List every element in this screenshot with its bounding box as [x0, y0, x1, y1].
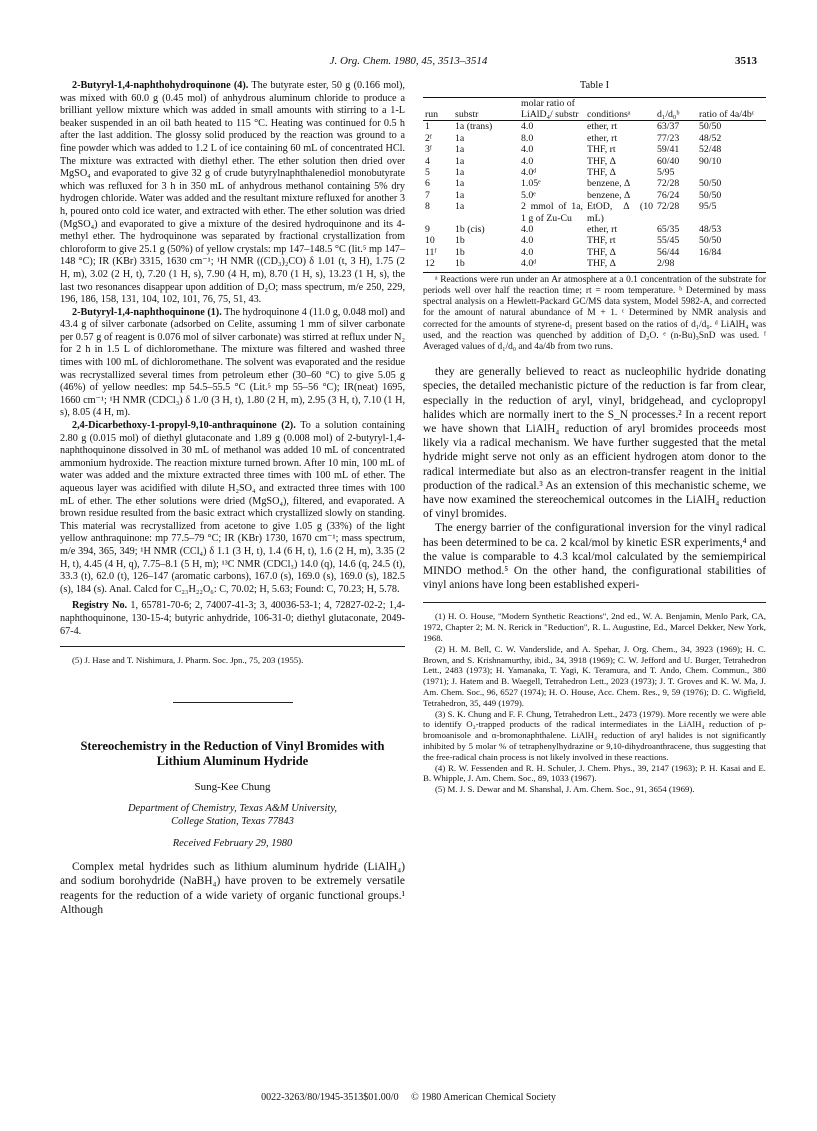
table-cell: 55/45	[657, 235, 680, 247]
prep-anthraquinone	[60, 420, 405, 596]
col-header-ratio-4a-4b: ratio of 4a/4bᶜ	[699, 109, 755, 120]
running-head	[0, 55, 817, 73]
table-cell: 2 mmol of 1a, 1 g of Zu-Cu	[521, 201, 583, 224]
prep-butyryl-quinone	[60, 307, 405, 420]
table-cell: 1a	[455, 144, 465, 156]
table-title: Table I	[579, 80, 610, 91]
table-cell: 59/41	[657, 144, 680, 156]
affiliation	[60, 802, 405, 828]
table-cell: 5	[425, 167, 430, 179]
table-row	[423, 133, 766, 144]
page-footer	[0, 1092, 817, 1103]
table-cell: 1b (cis)	[455, 224, 485, 236]
table-row	[423, 190, 766, 201]
table-row	[423, 121, 766, 133]
table-cell: 12	[425, 258, 435, 270]
table-cell: 48/52	[699, 132, 722, 144]
table-cell: 65/35	[657, 224, 680, 236]
table-cell: THF, Δ	[587, 167, 616, 179]
table-cell: 90/10	[699, 155, 722, 167]
table-row	[423, 201, 766, 224]
table-cell: 11ᶠ	[425, 246, 437, 258]
received-date: Received February 29, 1980	[172, 837, 293, 849]
table-cell: 56/44	[657, 246, 680, 258]
article-title: Stereochemistry in the Reduction of Vinyl Bromides with Lithium Aluminum Hydride	[80, 738, 385, 768]
article-code: 0022-3263/80/1945-3513$01.00/0	[261, 1092, 399, 1103]
table-cell: 8.0	[521, 132, 534, 144]
table-cell: 3ᶠ	[425, 144, 432, 156]
table-cell: 4.0	[521, 144, 534, 156]
table-cell: 63/37	[657, 121, 680, 133]
footnote: (2) H. M. Bell, C. W. Vanderslide, and A. Spehar, J. Org. Chem., 34, 3923 (1969); H. C. Brown, and S. Krishnamurthy, ibid., 34, 3918 (1969); C. W. Jefford and U. Burger, Tetrahedron Lett., 2483 (1973); H. Yamanaka, T. Yagi, K. Teramura, and T. Ando, Chem. Commun., 380 (1971); J. Hatem and B. Waegell, Tetrahedron Lett., 2023 (1973); J. T. Groves and K. W. Ma, J. Am. Chem. Soc., 96, 6527 (1974); H. O. House, Acc. Chem. Res., 9, 59 (1976); D. C. Wigfield, Tetrahedron, 35, 449 (1979).	[423, 643, 766, 708]
author: Sung-Kee Chung	[194, 780, 271, 793]
prep-title: 2,4-Dicarbethoxy-1-propyl-9,10-anthraquinone (2).	[72, 420, 296, 432]
table-cell: 1b	[455, 246, 465, 258]
table-cell	[697, 167, 766, 178]
table-cell: 1a	[455, 132, 465, 144]
table-cell: benzene, Δ	[587, 189, 631, 201]
table-cell: THF, Δ	[587, 155, 616, 167]
table-row	[423, 178, 766, 189]
table-cell: EtOD, Δ (10 mL)	[587, 201, 653, 224]
right-column	[423, 80, 766, 795]
table-cell: 48/53	[699, 224, 722, 236]
table-cell: 5/95	[657, 167, 675, 179]
table-cell: 1a	[455, 155, 465, 167]
table-cell: 4.0	[521, 235, 534, 247]
table-cell: 9	[425, 224, 430, 236]
table-cell: 50/50	[699, 189, 722, 201]
table-cell: 5.0ᵉ	[521, 189, 536, 201]
table-cell: benzene, Δ	[587, 178, 631, 190]
table-cell: 4.0	[521, 121, 534, 133]
table-cell: 1a	[455, 201, 465, 213]
table-cell: THF, Δ	[587, 258, 616, 270]
table-body	[423, 121, 766, 272]
col-header-substr: substr	[455, 109, 479, 120]
prep-butyryl-hydroquinone	[60, 80, 405, 307]
results-table	[423, 97, 766, 272]
table-cell: THF, rt	[587, 235, 616, 247]
intro-paragraph: Complex metal hydrides such as lithium aluminum hydride (LiAlH₄) and sodium borohydride (NaBH₄) have proven to be extremely versatile reagents for the reduction of a wide variety of organic functional groups.¹ Although	[60, 861, 405, 916]
footnote-5-left: (5) J. Hase and T. Nishimura, J. Pharm. Soc. Jpn., 75, 203 (1955).	[72, 655, 304, 666]
col-header-conditions: conditionsᵃ	[587, 109, 631, 120]
table-cell: 52/48	[699, 144, 722, 156]
table-cell: ether, rt	[587, 132, 618, 144]
table-cell: 1b	[455, 258, 465, 270]
table-cell	[697, 258, 766, 271]
affiliation-line-1: Department of Chemistry, Texas A&M University,	[127, 802, 338, 814]
registry-text: 1, 65781-70-6; 2, 74007-41-3; 3, 40036-53-1; 4, 72827-02-2; 1,4-naphthoquinone, 130-15-4; butyric anhydride, 106-31-0; diethyl glutaconate, 2049-67-4.	[60, 600, 406, 637]
article-divider	[173, 702, 293, 703]
table-row	[423, 167, 766, 178]
table-cell: 76/24	[657, 189, 680, 201]
journal-citation: J. Org. Chem. 1980, 45, 3513–3514	[329, 55, 488, 67]
left-column	[60, 80, 405, 917]
table-row	[423, 247, 766, 258]
table-cell: 4.0ᵈ	[521, 167, 537, 179]
table-cell: 1.05ᵉ	[521, 178, 541, 190]
table-cell: 1a	[455, 189, 465, 201]
table-cell: 50/50	[699, 235, 722, 247]
table-cell: 4	[425, 155, 430, 167]
table-cell: 16/84	[699, 246, 722, 258]
table-cell: 50/50	[699, 178, 722, 190]
col-header-d1-d0: d₁/d₀ᵇ	[657, 109, 680, 120]
table-cell: ether, rt	[587, 121, 618, 133]
table-cell: 4.0	[521, 155, 534, 167]
table-row	[423, 224, 766, 235]
footnote-divider	[60, 646, 405, 647]
col-header-run: run	[425, 109, 439, 120]
prep-text: To a solution containing 2.80 g (0.015 mol) of diethyl glutaconate and 1.89 g (0.008 mol) of 2-butyryl-1,4-naphthoquinone dissolved in 30 mL of methanol was added 10 mL of concentrated ammonium hydroxide. The reaction mixture turned brown. After 10 min, 100 mL of water was added and the mixture extracted three times with 100 mL of ether. The aqueous layer was acidified with dilute H₂SO₄ and extracted three times with 100 mL of ether. The ether solutions were dried (MgSO₄), filtered, and evaporated. A brown residue resulted from the basic extract which crystallized slowly on standing. This material was recrystallized from acetone to give 1.05 g (33%) of the light yellow anthraquinone: mp 77.5–79 °C; IR (KBr) 1730, 1670 cm⁻¹; mass spectrum, m/e 394, 365, 349; ¹H NMR (CCl₄) δ 1.1 (3 H, t), 1.4 (6 H, t), 1.6 (2 H, m), 3.35 (2 H, t), 4.45 (4 H, q), 7.75–8.1 (5 H, m); ¹³C NMR (CDCl₃) 14.0 (q), 14.6 (q, 24.5 (t), 33.3 (t), 62.0 (t), 126–147 (aromatic carbons), 167.0 (s), 169.0 (s), 169.0 (s), 182.5 (s), 184 (s). Anal. Calcd for C₂₃H₂₂O₆: C, 70.02; H, 5.63; Found: C, 70.23; H, 5.78.	[60, 420, 405, 595]
table-cell: 72/28	[657, 201, 680, 213]
prep-text: The hydroquinone 4 (11.0 g, 0.048 mol) and 43.4 g of silver carbonate (adsorbed on Celite, assuming 1 mm of silver carbonate per 0.57 g of reagent is 0.076 mol of silver carbonate) was stirred at reflux under N₂ for 2 h in 1.5 L of dichloromethane. The mixture was filtered and washed three times with 100 mL of dichloromethane. The solvent was evaporated and the residue was recrystallized several times from petroleum ether (30–60 °C) to give 5.05 g (46%) of yellow needles: mp 54.5–55.5 °C (Lit.⁵ mp 55–56 °C); IR(neat) 1695, 1660 cm⁻¹; ¹H NMR (CDCl₃) δ 1./0 (3 H, t), 1.80 (2 H, m), 2.95 (3 H, t), 7.10 (1 H, s), 8.05 (4 H, m).	[60, 306, 405, 419]
footnote-list	[423, 611, 766, 795]
table-row	[423, 258, 766, 271]
table-row	[423, 156, 766, 167]
col-header-molar-ratio: molar ratio of LiAlD₄/ substr	[521, 97, 579, 120]
table-cell: THF, Δ	[587, 246, 616, 258]
table-cell: 1a	[455, 167, 465, 179]
table-cell: 60/40	[657, 155, 680, 167]
table-bottom-rule	[423, 272, 766, 273]
copyright: © 1980 American Chemical Society	[411, 1092, 556, 1103]
table-cell: 1a (trans)	[455, 121, 493, 133]
prep-text: The butyrate ester, 50 g (0.166 mol), was mixed with 60.0 g (0.45 mol) of anhydrous aluminum chloride to produce a brilliant yellow mixture which was added in small amounts with stirring to a 1-L beaker suspended in an oil bath heated to 115 °C. Heating was continued for 0.5 h after the last addition. The glossy solid produced by the reaction was ground to a fine powder which was added to 1.2 L of ice containing 60 mL of concentrated HCl. The mixture was extracted with diethyl ether. The ether solution then dried over MgSO₄ and evaporated to give 32 g of crude butyrylnaphthalenediol monobutyrate which was refluxed for 3 h in 350 mL of anhydrous methanol containing 5% dry hydrogen chloride. Water was added and the resultant mixture refluxed for another 3 h, poured onto cold ice water, and extracted with ether. The ether solution was dried (MgSO₄) and evaporated to give a mixture of the desired hydroquinone and its 4-methyl ether. The hydroquinone was separated by fractional crystallization from chloroform to give 25.1 g (50%) of yellow crystals: mp 147–148.5 °C (lit.⁵ mp 147–148 °C); IR (KBr) 3315, 1630 cm⁻¹; ¹H NMR ((CD₃)₂CO) δ 1.01 (t, 3 H), 1.75 (2 H, m), 3.02 (2 H, t), 7.20 (1 H, s), 7.90 (4 H, m), 8.70 (1 H, s), 13.23 (1 H, s), the last two resonances disappear upon addition of D₂O; mass spectrum, m/e 250, 229, 196, 186, 158, 131, 104, 102, 101, 76, 75, 51, 43.	[60, 80, 405, 306]
table-cell: 1a	[455, 178, 465, 190]
table-cell: 72/28	[657, 178, 680, 190]
right-paragraph-2: The energy barrier of the configurational inversion for the vinyl radical has been determined to be ca. 2 kcal/mol by kinetic ESR experiments,⁴ and the value is comparable to 4.3 kcal/mol calculated by the semiempirical MINDO method.⁵ On the other hand, the configurational stabilities of vinyl anions have long been established experi-	[423, 522, 766, 592]
table-cell: 6	[425, 178, 430, 190]
table-cell: 50/50	[699, 121, 722, 133]
table-cell: 77/23	[657, 132, 680, 144]
right-paragraph-1: they are generally believed to react as nucleophilic hydride donating species, the detailed mechanistic picture of the reduction is far from clear, especially in the reduction of aryl, vinyl, bridgehead, and cyclopropyl halides which are normally inert to the S_N processes.² In a recent report we have shown that LiAlH₄ reduction of aryl bromides proceeds most likely via a radical mechanism. We have further suggested that the metal hydride might serve not only as an efficient hydrogen atom donor to the radical intermediate but also as an electron-transfer reagent in the initial production of the radical.³ As an extension of this mechanistic scheme, we have now examined the stereochemical outcomes in the LiAlH₄ reduction of vinyl bromides.	[423, 366, 766, 521]
footnote-divider	[423, 602, 766, 603]
footnote: (5) M. J. S. Dewar and M. Shanshal, J. Am. Chem. Soc., 91, 3654 (1969).	[435, 784, 695, 795]
table-cell: THF, rt	[587, 144, 616, 156]
table-cell: 10	[425, 235, 435, 247]
table-header-row	[423, 97, 766, 121]
table-cell: 1	[425, 121, 430, 133]
registry-title: Registry No.	[72, 600, 128, 612]
table-cell: 7	[425, 189, 430, 201]
table-footnotes: ᵃ Reactions were run under an Ar atmosphere at a 0.1 concentration of the substrate for periods well over half the reaction time; rt = room temperature. ᵇ Determined by mass spectral analysis on a Hewlett-Packard GC/MS data system, Model 5982-A, and corrected for the amount of natural abundance of M + 1. ᶜ Determined by NMR analysis and corrected for the amounts of styrene-d₁ present based on the ratios of d₁/d₀. ᵈ LiAlH₄ was used, and the reaction was quenched by addition of D₂O. ᵉ (n-Bu)₃SnD was used. ᶠ Averaged values of d₁/d₀ and 4a/4b from two runs.	[423, 274, 766, 352]
table-cell: 95/5	[699, 201, 717, 213]
page-number: 3513	[735, 55, 757, 67]
prep-title: 2-Butyryl-1,4-naphthohydroquinone (4).	[72, 80, 249, 91]
table-cell: 8	[425, 201, 430, 213]
footnote: (1) H. O. House, "Modern Synthetic Reactions", 2nd ed., W. A. Benjamin, Menlo Park, CA, 1972, Chapter 2; M. N. Rerick in "Reduction", R. L. Augustine, Ed., Marcel Dekker, New York, 1968.	[423, 611, 766, 643]
table-cell: 4.0ᵈ	[521, 258, 537, 270]
table-cell: 4.0	[521, 224, 534, 236]
footnote: (4) R. W. Fessenden and R. H. Schuler, J. Chem. Phys., 39, 2147 (1963); P. H. Kasai and E. B. Whipple, J. Am. Chem. Soc., 89, 1033 (1967).	[423, 762, 766, 784]
table-row	[423, 235, 766, 246]
table-cell: 4.0	[521, 246, 534, 258]
registry-numbers	[60, 600, 405, 638]
table-cell: 1b	[455, 235, 465, 247]
prep-title: 2-Butyryl-1,4-naphthoquinone (1).	[72, 306, 222, 318]
table-cell: ether, rt	[587, 224, 618, 236]
table-cell: 2/98	[657, 258, 675, 270]
table-row	[423, 144, 766, 155]
footnote: (3) S. K. Chung and F. F. Chung, Tetrahedron Lett., 2473 (1979). More recently we were able to identify O₂-trapped products of the radical intermediates in the LiAlH₄ reduction of p-bromoanisole and α-bromonaphthalene. LiAlH₄ reduction of aryl halides is not significantly inhibited by 5 molar % of tetraphenylhydrazine or 9,10-dihydroanthracene, thus suggesting that the free-radical chain process is not likely involved in these reactions.	[423, 708, 766, 762]
affiliation-line-2: College Station, Texas 77843	[171, 815, 294, 827]
table-cell: 2ᶠ	[425, 132, 432, 144]
